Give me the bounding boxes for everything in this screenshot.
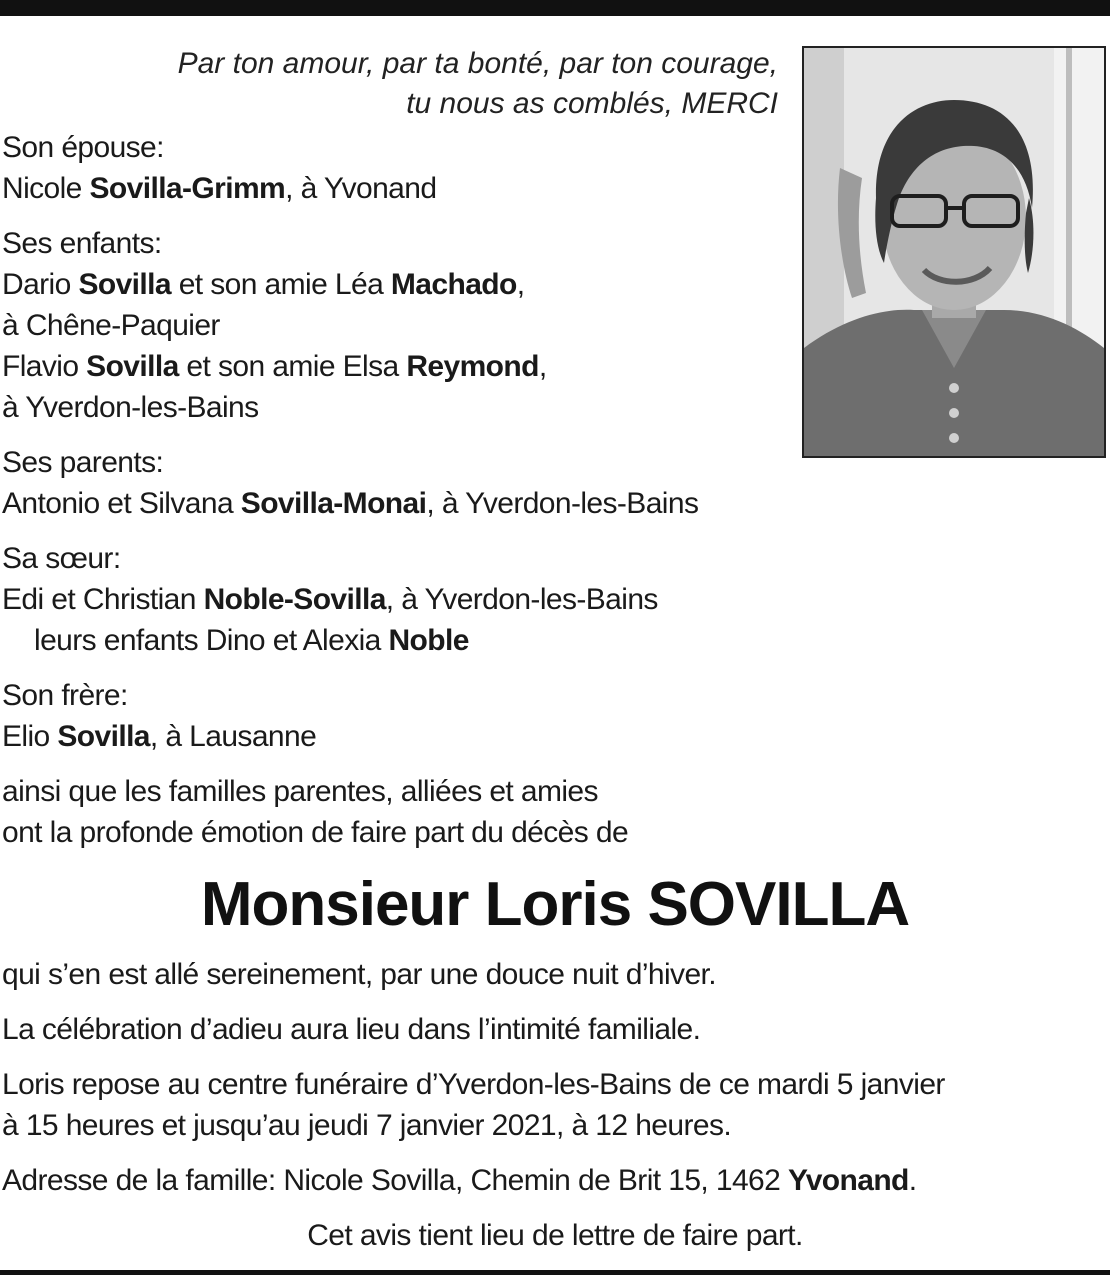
deceased-name: Monsieur Loris SOVILLA bbox=[200, 870, 910, 939]
details-p1 bbox=[2, 954, 1108, 995]
children-block bbox=[2, 223, 1108, 428]
address-text: Adresse de la famille: Nicole Sovilla, Chemin de Brit 15, 1462 bbox=[2, 1164, 788, 1197]
brother-block bbox=[2, 675, 1108, 757]
address-end: . bbox=[908, 1164, 917, 1197]
child-1-first: Dario bbox=[2, 268, 79, 301]
family-list bbox=[2, 127, 1108, 867]
parents-first: Antonio et Silvana bbox=[2, 487, 241, 520]
child-1-partner: Machado bbox=[390, 268, 517, 301]
child-1-line bbox=[2, 264, 1108, 305]
child-2-last: Sovilla bbox=[86, 350, 179, 383]
sister-first: Edi et Christian bbox=[2, 583, 204, 616]
sister-kids-line bbox=[2, 620, 1108, 661]
brother-last: Sovilla bbox=[57, 720, 150, 753]
child-1-last: Sovilla bbox=[78, 268, 171, 301]
announce-line-2: ont la profonde émotion de faire part du décès de bbox=[2, 816, 629, 849]
details-block bbox=[2, 954, 1108, 1270]
spouse-last: Sovilla-Grimm bbox=[89, 172, 286, 205]
children-heading: Ses enfants: bbox=[2, 227, 162, 260]
child-2-mid: et son amie Elsa bbox=[178, 350, 407, 383]
details-p2-text: La célébration d’adieu aura lieu dans l’intimité familiale. bbox=[2, 1013, 701, 1046]
sister-kids-last: Noble bbox=[388, 624, 469, 657]
spouse-place: , à Yvonand bbox=[285, 172, 437, 205]
child-2-place: à Yverdon-les-Bains bbox=[2, 391, 259, 424]
details-p3-line-2: à 15 heures et jusqu’au jeudi 7 janvier 2021, à 12 heures. bbox=[2, 1109, 732, 1142]
sister-heading: Sa sœur: bbox=[2, 542, 121, 575]
sister-last: Noble-Sovilla bbox=[203, 583, 386, 616]
parents-heading: Ses parents: bbox=[2, 446, 164, 479]
spouse-block bbox=[2, 127, 1108, 209]
child-1-place: à Chêne-Paquier bbox=[2, 309, 220, 342]
sister-place: , à Yverdon-les-Bains bbox=[385, 583, 658, 616]
parents-line bbox=[2, 483, 1108, 524]
brother-place: , à Lausanne bbox=[149, 720, 317, 753]
spouse-first: Nicole bbox=[2, 172, 90, 205]
address-line bbox=[2, 1160, 1108, 1201]
spouse-heading: Son épouse: bbox=[2, 131, 164, 164]
details-p2 bbox=[2, 1009, 1108, 1050]
spouse-line bbox=[2, 168, 1108, 209]
parents-place: , à Yverdon-les-Bains bbox=[426, 487, 699, 520]
sister-line bbox=[2, 579, 1108, 620]
child-1-comma: , bbox=[516, 268, 525, 301]
details-p1-text: qui s’en est allé sereinement, par une douce nuit d’hiver. bbox=[2, 958, 716, 991]
parents-last: Sovilla-Monai bbox=[240, 487, 427, 520]
details-p3 bbox=[2, 1064, 1108, 1146]
child-2-partner: Reymond bbox=[406, 350, 539, 383]
brother-line bbox=[2, 716, 1108, 757]
closing-line bbox=[2, 1215, 1108, 1256]
quote-line-1: Par ton amour, par ta bonté, par ton courage, bbox=[177, 47, 778, 80]
child-2-comma: , bbox=[538, 350, 547, 383]
child-2-line bbox=[2, 346, 1108, 387]
top-rule bbox=[0, 0, 1110, 16]
sister-kids-text: leurs enfants Dino et Alexia bbox=[34, 624, 389, 657]
announce-line-1: ainsi que les familles parentes, alliées et amies bbox=[2, 775, 598, 808]
bottom-rule bbox=[0, 1270, 1110, 1275]
quote-line-2: tu nous as comblés, MERCI bbox=[406, 87, 778, 120]
parents-block bbox=[2, 442, 1108, 524]
epigraph-quote bbox=[0, 44, 778, 124]
brother-first: Elio bbox=[2, 720, 58, 753]
announce-block bbox=[2, 771, 1108, 853]
child-2-first: Flavio bbox=[2, 350, 87, 383]
address-town: Yvonand bbox=[787, 1164, 909, 1197]
sister-block bbox=[2, 538, 1108, 661]
details-p3-line-1: Loris repose au centre funéraire d’Yverdon-les-Bains de ce mardi 5 janvier bbox=[2, 1068, 945, 1101]
child-1-mid: et son amie Léa bbox=[170, 268, 391, 301]
address-text-wrap bbox=[2, 1160, 1108, 1201]
closing-text: Cet avis tient lieu de lettre de faire part. bbox=[307, 1219, 803, 1252]
brother-heading: Son frère: bbox=[2, 679, 128, 712]
